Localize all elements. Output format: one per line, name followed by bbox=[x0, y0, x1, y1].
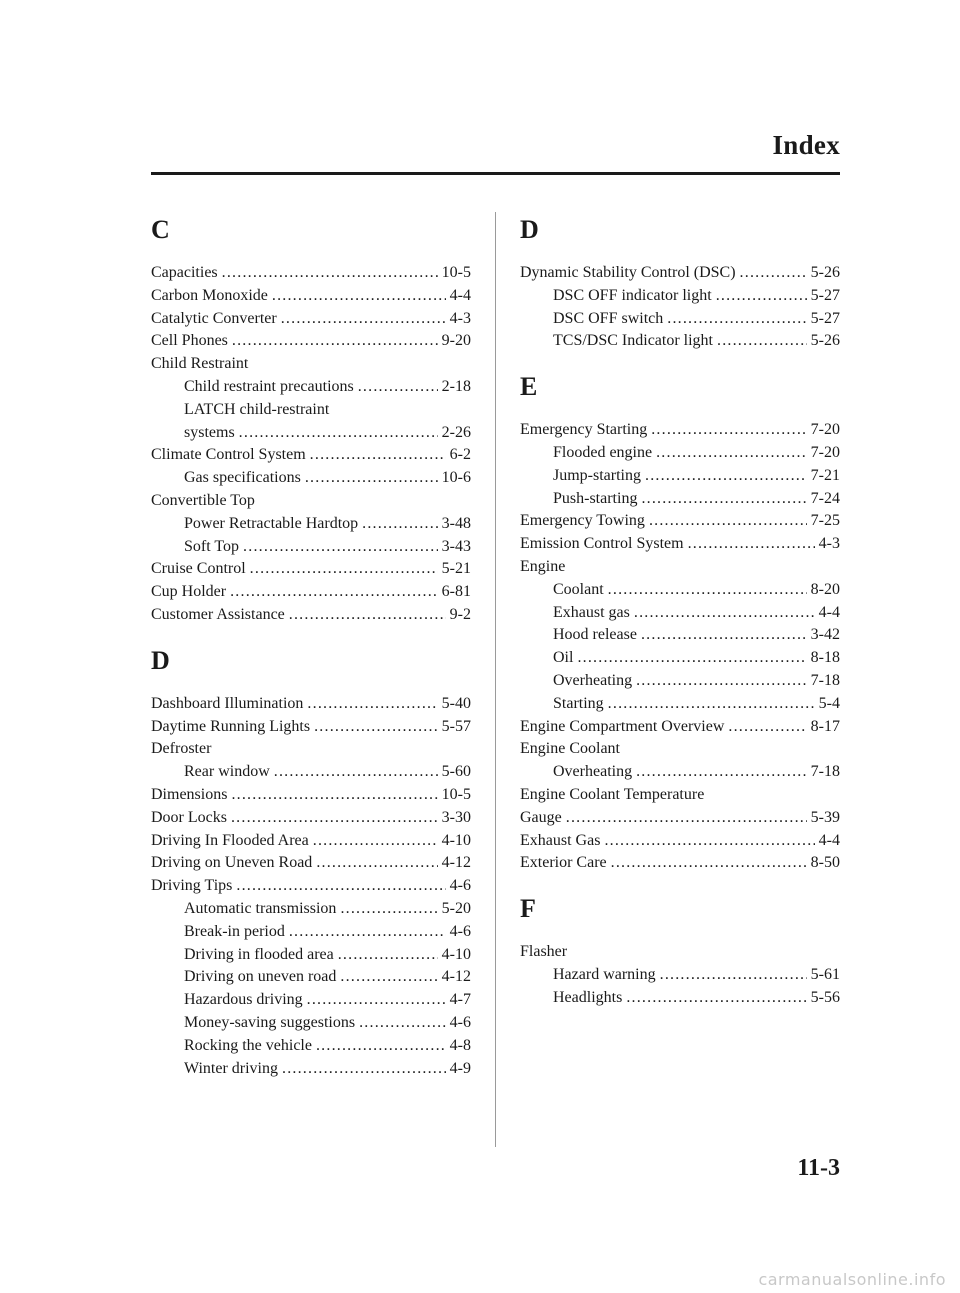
dot-leader bbox=[232, 330, 438, 353]
index-subentry bbox=[151, 989, 471, 1012]
index-entry bbox=[151, 558, 471, 581]
entry-text: Jump-starting bbox=[553, 466, 641, 484]
index-entry bbox=[520, 941, 840, 964]
entry-text: Driving on Uneven Road bbox=[151, 854, 313, 872]
index-subentry bbox=[520, 761, 840, 784]
index-entry bbox=[520, 262, 840, 285]
entry-text: Push-starting bbox=[553, 489, 638, 507]
entry-page-ref: 10-5 bbox=[441, 264, 471, 281]
index-subentry bbox=[520, 670, 840, 693]
dot-leader bbox=[649, 510, 807, 533]
index-subentry bbox=[151, 422, 471, 445]
entry-page-ref: 4-10 bbox=[441, 831, 471, 849]
entry-page-ref: 3-48 bbox=[441, 514, 471, 532]
entry-text: Driving In Flooded Area bbox=[151, 831, 309, 849]
dot-leader bbox=[716, 285, 807, 308]
entry-text: Overheating bbox=[553, 671, 633, 689]
entry-text: Starting bbox=[553, 694, 604, 712]
dot-leader bbox=[688, 533, 815, 556]
entry-page-ref: 5-61 bbox=[810, 965, 840, 983]
index-entry bbox=[520, 419, 840, 442]
index-entry bbox=[151, 693, 471, 716]
entry-text: Headlights bbox=[553, 988, 623, 1006]
entry-text: Emission Control System bbox=[520, 535, 684, 553]
entry-text: DSC OFF switch bbox=[553, 309, 664, 327]
entry-text: Exhaust gas bbox=[553, 603, 630, 621]
index-column-right bbox=[520, 210, 840, 1010]
index-subentry bbox=[520, 308, 840, 331]
index-subentry bbox=[151, 467, 471, 490]
entry-page-ref: 7-18 bbox=[810, 671, 840, 689]
entry-text: Overheating bbox=[553, 763, 633, 781]
dot-leader bbox=[717, 330, 807, 353]
dot-leader bbox=[660, 964, 807, 987]
index-entry bbox=[151, 444, 471, 467]
entry-page-ref: 7-18 bbox=[810, 763, 840, 781]
index-entry bbox=[520, 556, 840, 579]
index-subentry bbox=[151, 536, 471, 559]
entry-text: Driving in flooded area bbox=[184, 945, 334, 963]
index-entry bbox=[151, 285, 471, 308]
dot-leader bbox=[641, 488, 806, 511]
index-section bbox=[520, 367, 840, 875]
entry-page-ref: 4-6 bbox=[449, 1013, 471, 1031]
entry-text: Coolant bbox=[553, 580, 604, 598]
entry-text: Gas specifications bbox=[184, 469, 301, 487]
entry-page-ref: 10-6 bbox=[441, 469, 471, 487]
index-subentry bbox=[520, 442, 840, 465]
entry-text: Dimensions bbox=[151, 785, 228, 803]
index-subentry bbox=[151, 966, 471, 989]
entry-text: Dynamic Stability Control (DSC) bbox=[520, 264, 736, 281]
entry-page-ref: 4-4 bbox=[449, 286, 471, 304]
dot-leader bbox=[231, 784, 437, 807]
dot-leader bbox=[608, 693, 815, 716]
index-entry bbox=[151, 830, 471, 853]
index-entry bbox=[151, 738, 471, 761]
entry-text: Money-saving suggestions bbox=[184, 1013, 356, 1031]
index-subentry bbox=[151, 1035, 471, 1058]
dot-leader bbox=[289, 921, 446, 944]
entry-text: Winter driving bbox=[184, 1059, 278, 1077]
page-title: Index bbox=[772, 130, 840, 160]
entry-page-ref: 5-27 bbox=[810, 286, 840, 304]
dot-leader bbox=[231, 807, 438, 830]
title-rule bbox=[151, 172, 840, 175]
entry-text: Break-in period bbox=[184, 922, 285, 940]
entry-page-ref: 6-81 bbox=[441, 583, 471, 601]
dot-leader bbox=[626, 987, 806, 1010]
index-subentry bbox=[520, 579, 840, 602]
index-subentry bbox=[151, 898, 471, 921]
entry-text: Customer Assistance bbox=[151, 605, 285, 623]
entry-text: Gauge bbox=[520, 808, 562, 826]
entry-page-ref: 5-27 bbox=[810, 309, 840, 327]
entry-page-ref: 7-20 bbox=[810, 443, 840, 461]
index-entry bbox=[151, 875, 471, 898]
dot-leader bbox=[340, 966, 437, 989]
entry-page-ref: 7-25 bbox=[810, 512, 840, 530]
entry-text: Power Retractable Hardtop bbox=[184, 514, 359, 532]
entry-text: Cell Phones bbox=[151, 332, 228, 350]
entry-page-ref: 3-42 bbox=[810, 626, 840, 644]
entry-text: Engine Compartment Overview bbox=[520, 717, 725, 735]
entry-text: Oil bbox=[553, 649, 574, 667]
index-entry bbox=[151, 308, 471, 331]
entry-page-ref: 9-20 bbox=[441, 332, 471, 350]
entry-text: Child restraint precautions bbox=[184, 377, 354, 395]
index-entry bbox=[151, 330, 471, 353]
entry-text: Catalytic Converter bbox=[151, 309, 277, 327]
entry-page-ref: 5-4 bbox=[818, 694, 840, 712]
entry-page-ref: 10-5 bbox=[441, 785, 471, 803]
entry-text: Engine bbox=[520, 557, 566, 575]
entry-text: Driving on uneven road bbox=[184, 968, 337, 986]
dot-leader bbox=[316, 1035, 446, 1058]
dot-leader bbox=[651, 419, 806, 442]
entry-text: Carbon Monoxide bbox=[151, 286, 268, 304]
dot-leader bbox=[250, 558, 438, 581]
dot-leader bbox=[645, 465, 807, 488]
entry-text: Capacities bbox=[151, 264, 218, 281]
entry-text: Emergency Towing bbox=[520, 512, 645, 530]
dot-leader bbox=[634, 602, 815, 625]
entry-text: Emergency Starting bbox=[520, 421, 648, 439]
entry-page-ref: 2-18 bbox=[441, 377, 471, 395]
entry-text: Defroster bbox=[151, 740, 212, 758]
entry-page-ref: 4-7 bbox=[449, 991, 471, 1009]
index-subentry bbox=[520, 964, 840, 987]
entry-page-ref: 5-57 bbox=[441, 717, 471, 735]
dot-leader bbox=[740, 262, 807, 285]
index-entry bbox=[151, 490, 471, 513]
entry-page-ref: 4-10 bbox=[441, 945, 471, 963]
index-subentry bbox=[151, 1012, 471, 1035]
index-subentry bbox=[520, 330, 840, 353]
index-entry bbox=[151, 604, 471, 627]
index-subentry bbox=[520, 693, 840, 716]
entry-page-ref: 5-60 bbox=[441, 763, 471, 781]
index-subentry bbox=[520, 285, 840, 308]
index-entry bbox=[151, 716, 471, 739]
watermark: carmanualsonline.info bbox=[758, 1270, 946, 1289]
entry-text: Flasher bbox=[520, 943, 568, 961]
dot-leader bbox=[636, 670, 807, 693]
entry-text: Engine Coolant bbox=[520, 740, 620, 758]
dot-leader bbox=[359, 1012, 446, 1035]
index-entry bbox=[520, 716, 840, 739]
entry-page-ref: 5-40 bbox=[441, 694, 471, 712]
section-letter: C bbox=[151, 215, 170, 244]
dot-leader bbox=[272, 285, 446, 308]
dot-leader bbox=[274, 761, 438, 784]
index-subentry bbox=[520, 624, 840, 647]
dot-leader bbox=[608, 579, 807, 602]
section-letter: E bbox=[520, 372, 538, 402]
entry-page-ref: 7-21 bbox=[810, 466, 840, 484]
index-subentry bbox=[151, 944, 471, 967]
entry-page-ref: 5-21 bbox=[441, 560, 471, 578]
entry-page-ref: 8-17 bbox=[810, 717, 840, 735]
dot-leader bbox=[236, 875, 445, 898]
index-column-left bbox=[151, 210, 471, 1080]
entry-page-ref: 7-24 bbox=[810, 489, 840, 507]
dot-leader bbox=[230, 581, 438, 604]
entry-text: Child Restraint bbox=[151, 355, 249, 373]
entry-text: Dashboard Illumination bbox=[151, 694, 304, 712]
entry-page-ref: 4-6 bbox=[449, 877, 471, 895]
entry-page-ref: 8-18 bbox=[810, 649, 840, 667]
index-subentry bbox=[151, 1058, 471, 1081]
index-subentry bbox=[151, 513, 471, 536]
entry-page-ref: 4-9 bbox=[449, 1059, 471, 1077]
index-subentry bbox=[520, 465, 840, 488]
dot-leader bbox=[222, 262, 438, 285]
dot-leader bbox=[728, 716, 806, 739]
index-section bbox=[520, 889, 840, 1009]
index-entry bbox=[151, 807, 471, 830]
dot-leader bbox=[667, 308, 806, 331]
dot-leader bbox=[305, 467, 438, 490]
entry-text: Engine Coolant Temperature bbox=[520, 785, 705, 803]
dot-leader bbox=[604, 830, 814, 853]
entry-text: Cup Holder bbox=[151, 583, 227, 601]
dot-leader bbox=[566, 807, 807, 830]
entry-page-ref: 4-8 bbox=[449, 1036, 471, 1054]
index-section bbox=[151, 210, 471, 627]
index-entry bbox=[520, 852, 840, 875]
dot-leader bbox=[282, 1058, 446, 1081]
entry-text: Door Locks bbox=[151, 808, 227, 826]
entry-text: Rocking the vehicle bbox=[184, 1036, 312, 1054]
dot-leader bbox=[314, 716, 438, 739]
entry-text: LATCH child-restraint bbox=[184, 400, 330, 418]
dot-leader bbox=[243, 536, 438, 559]
index-entry bbox=[520, 807, 840, 830]
entry-page-ref: 4-12 bbox=[441, 854, 471, 872]
dot-leader bbox=[636, 761, 807, 784]
index-entry bbox=[520, 738, 840, 761]
dot-leader bbox=[239, 422, 438, 445]
entry-text: Hazard warning bbox=[553, 965, 656, 983]
entry-page-ref: 5-20 bbox=[441, 899, 471, 917]
index-subentry bbox=[520, 488, 840, 511]
index-entry bbox=[520, 533, 840, 556]
entry-text: Hazardous driving bbox=[184, 991, 303, 1009]
index-entry bbox=[151, 581, 471, 604]
index-section bbox=[520, 210, 840, 353]
index-section bbox=[151, 641, 471, 1081]
entry-text: Flooded engine bbox=[553, 443, 653, 461]
entry-page-ref: 5-26 bbox=[810, 332, 840, 350]
entry-page-ref: 5-26 bbox=[810, 264, 840, 281]
dot-leader bbox=[289, 604, 446, 627]
entry-text: Hood release bbox=[553, 626, 637, 644]
entry-page-ref: 4-3 bbox=[818, 535, 840, 553]
dot-leader bbox=[641, 624, 807, 647]
entry-text: Cruise Control bbox=[151, 560, 246, 578]
entry-page-ref: 7-20 bbox=[810, 421, 840, 439]
entry-page-ref: 8-50 bbox=[810, 854, 840, 872]
entry-page-ref: 3-30 bbox=[441, 808, 471, 826]
index-subentry bbox=[151, 761, 471, 784]
entry-page-ref: 5-39 bbox=[810, 808, 840, 826]
dot-leader bbox=[611, 852, 807, 875]
section-letter: F bbox=[520, 894, 536, 924]
entry-page-ref: 6-2 bbox=[449, 446, 471, 464]
index-entry bbox=[520, 510, 840, 533]
index-subentry bbox=[520, 647, 840, 670]
section-letter: D bbox=[151, 645, 170, 675]
dot-leader bbox=[577, 647, 806, 670]
entry-page-ref: 2-26 bbox=[441, 423, 471, 441]
entry-text: DSC OFF indicator light bbox=[553, 286, 712, 304]
entry-text: systems bbox=[184, 423, 235, 441]
entry-text: TCS/DSC Indicator light bbox=[553, 332, 713, 350]
dot-leader bbox=[307, 989, 446, 1012]
dot-leader bbox=[281, 308, 446, 331]
dot-leader bbox=[307, 693, 437, 716]
dot-leader bbox=[358, 376, 438, 399]
index-entry bbox=[151, 262, 471, 285]
entry-text: Driving Tips bbox=[151, 877, 233, 895]
entry-text: Soft Top bbox=[184, 537, 240, 555]
entry-page-ref: 9-2 bbox=[449, 605, 471, 623]
index-subentry bbox=[151, 399, 471, 422]
index-entry bbox=[151, 852, 471, 875]
entry-page-ref: 3-43 bbox=[441, 537, 471, 555]
dot-leader bbox=[340, 898, 437, 921]
entry-page-ref: 4-4 bbox=[818, 603, 840, 621]
entry-text: Rear window bbox=[184, 763, 270, 781]
index-entry bbox=[520, 830, 840, 853]
dot-leader bbox=[338, 944, 438, 967]
entry-text: Daytime Running Lights bbox=[151, 717, 311, 735]
column-divider bbox=[495, 212, 496, 1147]
dot-leader bbox=[310, 444, 446, 467]
index-subentry bbox=[520, 987, 840, 1010]
index-subentry bbox=[151, 921, 471, 944]
index-subentry bbox=[151, 376, 471, 399]
page-number: 11-3 bbox=[797, 1155, 840, 1181]
entry-page-ref: 4-3 bbox=[449, 309, 471, 327]
entry-page-ref: 8-20 bbox=[810, 580, 840, 598]
entry-text: Convertible Top bbox=[151, 491, 255, 509]
entry-text: Exhaust Gas bbox=[520, 831, 601, 849]
index-entry bbox=[151, 353, 471, 376]
dot-leader bbox=[316, 852, 437, 875]
dot-leader bbox=[313, 830, 438, 853]
dot-leader bbox=[362, 513, 438, 536]
entry-text: Exterior Care bbox=[520, 854, 607, 872]
index-entry bbox=[151, 784, 471, 807]
index-entry bbox=[520, 784, 840, 807]
entry-page-ref: 4-12 bbox=[441, 968, 471, 986]
entry-page-ref: 4-4 bbox=[818, 831, 840, 849]
entry-text: Automatic transmission bbox=[184, 899, 337, 917]
section-letter: D bbox=[520, 215, 539, 244]
entry-page-ref: 5-56 bbox=[810, 988, 840, 1006]
entry-page-ref: 4-6 bbox=[449, 922, 471, 940]
index-subentry bbox=[520, 602, 840, 625]
entry-text: Climate Control System bbox=[151, 446, 306, 464]
dot-leader bbox=[656, 442, 807, 465]
